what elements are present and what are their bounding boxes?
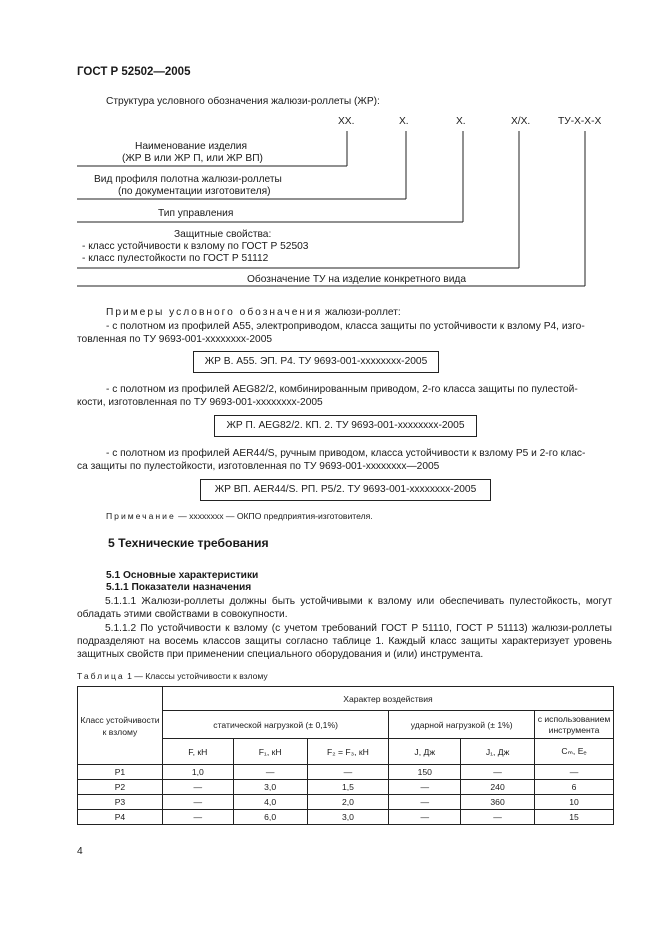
label-name-l1: Наименование изделия xyxy=(135,141,248,152)
example3-text-line1: - с полотном из профилей AER44/S, ручным приводом, класса устойчивости к взлому Р5 и 2-го клас- xyxy=(106,448,586,459)
example3-code-box: ЖР ВП. AER44/S. РП. Р5/2. ТУ 9693-001-xxxxxxxx-2005 xyxy=(200,479,491,501)
table-cell: 1,5 xyxy=(307,780,389,795)
example2-code-box: ЖР П. AEG82/2. КП. 2. ТУ 9693-001-xxxxxxxx-2005 xyxy=(214,415,477,437)
table-cell: Р1 xyxy=(78,765,163,780)
table-cell: 240 xyxy=(461,780,535,795)
standard-header: ГОСТ Р 52502—2005 xyxy=(77,66,191,78)
table1-header-impact: ударной нагрузкой (± 1%) xyxy=(389,711,535,739)
example1-text-line1: - с полотном из профилей А55, электроприводом, класса защиты по устойчивости к взлому Р4, изго- xyxy=(106,321,585,332)
code-x1: X. xyxy=(399,116,409,127)
table-cell: — xyxy=(389,810,461,825)
table-cell: Р4 xyxy=(78,810,163,825)
table-cell: — xyxy=(461,810,535,825)
table1-sub-f1: F₁, кН xyxy=(233,739,307,765)
table-cell: — xyxy=(307,765,389,780)
example2-text-line1: - с полотном из профилей AEG82/2, комбинированным приводом, 2-го класса защиты по пулестой- xyxy=(106,384,578,395)
table1-header-nature: Характер воздействия xyxy=(162,687,613,711)
table-cell: 6,0 xyxy=(233,810,307,825)
table-cell: 3,0 xyxy=(233,780,307,795)
label-control: Тип управления xyxy=(158,208,234,219)
paragraph-5112: 5.1.1.2 По устойчивости к взлому (с учетом требований ГОСТ Р 51110, ГОСТ Р 51113) жалюзи-роллеты подразделяют на восемь классов защиты согласно таблице 1. Каждый класс защиты характеризует уровень защитных свойств при применении специального оборудования и (или) инструмента. xyxy=(77,623,612,660)
table-row xyxy=(78,780,614,795)
label-protect-item1: - класс устойчивости к взлому по ГОСТ Р 52503 xyxy=(82,241,309,252)
table1-header-class: Класс устойчивости к взлому xyxy=(78,687,163,765)
label-profile-l1: Вид профиля полотна жалюзи-роллеты xyxy=(94,174,282,185)
table1-header-tool: с использованием инструмента xyxy=(535,711,614,739)
section511-heading: 5.1.1 Показатели назначения xyxy=(106,582,252,593)
label-tu: Обозначение ТУ на изделие конкретного вида xyxy=(247,274,466,285)
table-cell: 15 xyxy=(535,810,614,825)
code-xx-slash: X/X. xyxy=(511,116,531,127)
table-row xyxy=(78,795,614,810)
table-cell: 1,0 xyxy=(162,765,233,780)
example1-text-line2: товленная по ТУ 9693-001-xxxxxxxx-2005 xyxy=(77,334,273,345)
section5-heading: 5 Технические требования xyxy=(108,536,269,550)
examples-note: Примечание — xxxxxxxx — ОКПО предприятия-изготовителя. xyxy=(106,511,373,521)
table-cell: — xyxy=(233,765,307,780)
table-cell: 360 xyxy=(461,795,535,810)
code-tu: ТУ-X-X-X xyxy=(558,116,602,127)
table-cell: — xyxy=(389,780,461,795)
table-cell: Р3 xyxy=(78,795,163,810)
examples-intro: Примеры условного обозначения жалюзи-роллет: xyxy=(106,307,401,318)
table1-sub-f: F, кН xyxy=(162,739,233,765)
table-cell: 150 xyxy=(389,765,461,780)
table1-sub-f23: F₂ = F₃, кН xyxy=(307,739,389,765)
table1 xyxy=(77,686,614,825)
table-cell: — xyxy=(162,795,233,810)
example2-text-line2: кости, изготовленная по ТУ 9693-001-xxxxxxxx-2005 xyxy=(77,397,323,408)
table1-sub-j1: J₁, Дж xyxy=(461,739,535,765)
table-cell: — xyxy=(461,765,535,780)
code-xx: XX. xyxy=(338,116,355,127)
table-cell: 4,0 xyxy=(233,795,307,810)
example1-code-box: ЖР В. А55. ЭП. Р4. ТУ 9693-001-xxxxxxxx-2005 xyxy=(193,351,439,373)
table1-caption: Таблица 1 — Классы устойчивости к взлому xyxy=(77,671,268,681)
label-protect-title: Защитные свойства: xyxy=(174,229,272,240)
table1-sub-c: Cₘ, Eₑ xyxy=(535,739,614,765)
section51-heading: 5.1 Основные характеристики xyxy=(106,570,259,581)
structure-title: Структура условного обозначения жалюзи-роллеты (ЖР): xyxy=(106,96,380,107)
label-protect-item2: - класс пулестойкости по ГОСТ Р 51112 xyxy=(82,253,269,264)
label-name-l2: (ЖР В или ЖР П, или ЖР ВП) xyxy=(122,153,263,164)
table-row xyxy=(78,765,614,780)
table-cell: — xyxy=(389,795,461,810)
table-cell: Р2 xyxy=(78,780,163,795)
example3-text-line2: са защиты по пулестойкости, изготовленная по ТУ 9693-001-xxxxxxxx—2005 xyxy=(77,461,440,472)
table-cell: 2,0 xyxy=(307,795,389,810)
table-cell: 3,0 xyxy=(307,810,389,825)
table-row xyxy=(78,810,614,825)
table-cell: 6 xyxy=(535,780,614,795)
table-cell: — xyxy=(535,765,614,780)
table1-header-static: статической нагрузкой (± 0,1%) xyxy=(162,711,388,739)
code-x2: X. xyxy=(456,116,466,127)
paragraph-5111: 5.1.1.1 Жалюзи-роллеты должны быть устойчивыми к взлому или обеспечивать пулестойкость, могут обладать этими свойствами в совокупности. xyxy=(77,596,612,620)
label-profile-l2: (по документации изготовителя) xyxy=(118,186,271,197)
page-number: 4 xyxy=(77,846,83,857)
table1-sub-j: J, Дж xyxy=(389,739,461,765)
table-cell: — xyxy=(162,810,233,825)
table-cell: 10 xyxy=(535,795,614,810)
table-cell: — xyxy=(162,780,233,795)
